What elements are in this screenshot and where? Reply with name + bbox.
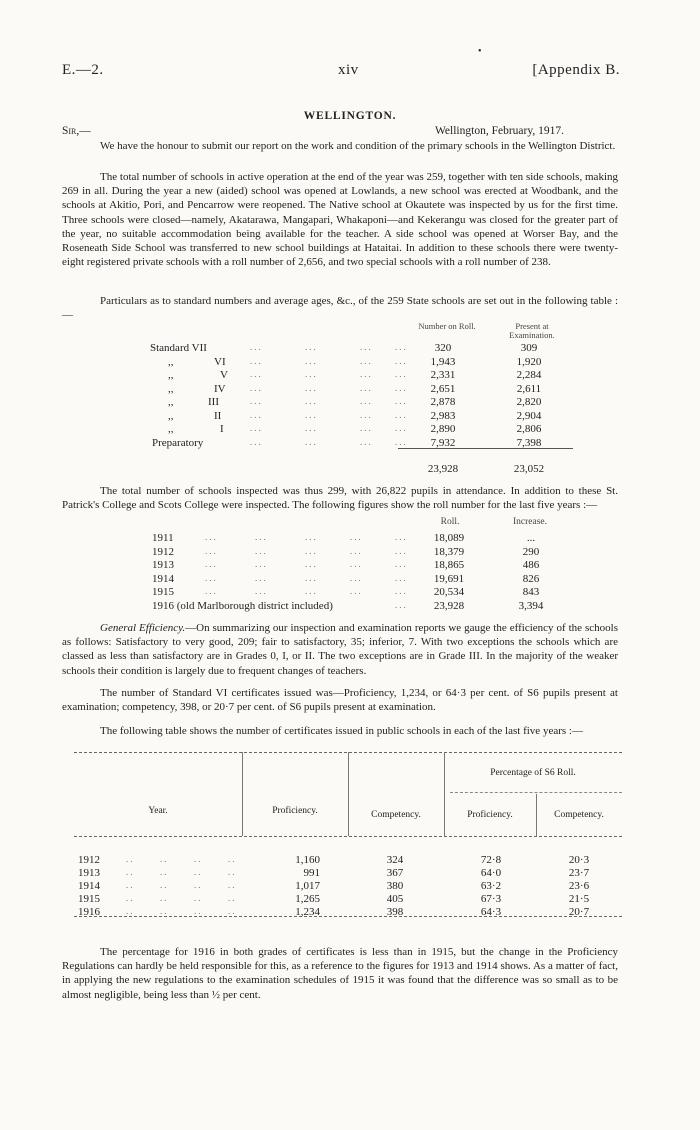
roll-increase: 290 (522, 545, 540, 558)
roll-year: 1911 (152, 532, 174, 544)
cert-vline-3 (444, 752, 445, 836)
leader-dots: ... (250, 342, 263, 352)
cert-vline-1 (242, 752, 243, 836)
ditto-mark: ,, (168, 423, 174, 435)
leader-dots: ... (305, 342, 318, 352)
present-value: 2,806 (516, 423, 542, 435)
cert-header-proficiency: Proficiency. (272, 806, 318, 816)
leader-dots: ... (360, 355, 373, 366)
leader-dots: ... (250, 382, 263, 393)
roll-value: 2,890 (430, 423, 456, 435)
standard-label: V (220, 369, 228, 381)
roll-number: 18,865 (433, 559, 465, 571)
leader-dots: ... (395, 409, 408, 420)
present-value: 2,611 (516, 382, 542, 395)
efficiency-lead: General Efficiency. (100, 622, 186, 634)
col-header-roll: Number on Roll. (418, 321, 476, 331)
cert-year: 1915 (78, 893, 100, 905)
leader-dots: ... (205, 559, 218, 569)
ditto-mark: ,, (168, 409, 174, 422)
present-value: 2,284 (516, 369, 542, 381)
cert-subheader-rule (450, 792, 622, 793)
leader-dots: ... (250, 396, 263, 406)
leader-dots: ... (255, 532, 268, 542)
leader-dots: ... (395, 355, 408, 366)
leader-dots: ... (255, 586, 268, 596)
ditto-mark: ,, (168, 396, 174, 408)
leader-dots: ... (360, 423, 373, 433)
cert-row (74, 867, 622, 880)
leader-dots: ... (305, 423, 318, 433)
leader-dots: ... (395, 586, 408, 596)
cert-proficiency: 1,017 (295, 880, 320, 892)
standards-row (0, 342, 700, 355)
cert-proficiency: 1,234 (295, 906, 320, 918)
salutation: Sir,— (62, 125, 91, 137)
paragraph-following: The following table shows the number of certificates issued in public schools in each of the last five years :— (100, 725, 583, 737)
leader-dots: ... (205, 545, 218, 556)
leader-dots: ... (360, 396, 373, 406)
standard-label: III (208, 396, 219, 408)
leader-dots: ... (305, 382, 318, 393)
cert-competency: 324 (386, 854, 404, 866)
roll-row (0, 573, 700, 586)
roll-row (0, 532, 700, 545)
cert-year: 1913 (78, 867, 100, 879)
roll-year: 1915 (152, 586, 174, 598)
paragraph-percentage: The percentage for 1916 in both grades of certificates is less than in 1915, but the change in the Proficiency Regulations can hardly be held responsible for this, as a reference to the figures for 1913 and 1914 shows. As a matter of fact, in applying the new regulations to the examination schedules of 1915 it was found that the difference was so small as to be almost negligible, being less than ½ per cent. (62, 946, 618, 1001)
leader-dots: ... (395, 423, 408, 433)
total-roll: 23,928 (427, 463, 459, 475)
ditto-mark: ,, (168, 382, 174, 395)
total-rule (398, 448, 573, 449)
cert-header-percentage: Percentage of S6 Roll. (490, 768, 576, 778)
leader-dots: ... (205, 586, 218, 596)
leader-dots: ... (360, 409, 373, 420)
cert-proficiency: 991 (303, 867, 320, 879)
leader-dots: .. .. .. .. (126, 880, 237, 890)
cert-row (74, 893, 622, 906)
standards-row (0, 356, 700, 369)
cert-year: 1914 (78, 880, 100, 892)
cert-pct-competency: 20·3 (568, 854, 590, 866)
cert-competency: 405 (386, 893, 404, 905)
paragraph-certificates: The number of Standard VI certificates issued was—Proficiency, 1,234, or 64·3 per cent. of S6 pupils present at examination; competency, 398, or 20·7 per cent. of S6 pupils present at examination. (62, 687, 618, 714)
certificates-table (74, 748, 622, 933)
page-mark: • (478, 46, 482, 57)
ditto-mark: ,, (168, 355, 174, 368)
roll-value: 7,932 (430, 436, 456, 449)
leader-dots: ... (250, 355, 263, 366)
roll-row (0, 559, 700, 572)
cert-competency: 398 (386, 906, 404, 918)
col-header-increase: Increase. (512, 517, 547, 527)
leader-dots: ... (350, 586, 363, 596)
ditto-mark: ,, (168, 369, 174, 381)
leader-dots: ... (395, 572, 408, 583)
cert-row (74, 880, 622, 893)
cert-year: 1916 (78, 906, 100, 918)
roll-value: 2,878 (430, 396, 456, 408)
roll-year: 1913 (152, 559, 174, 571)
roll-number: 23,928 (433, 599, 465, 612)
cert-year: 1912 (78, 854, 100, 866)
roll-value: 2,331 (430, 369, 456, 381)
cert-pct-competency: 23·7 (568, 867, 590, 879)
efficiency-text: —On summarizing our inspection and examination reports we gauge the efficiency of the schools as follows: Satisfactory to very good, 209; fair to satisfactory, 35; inferior, 7. With two exceptions the schools which are classed as less than satisfactory are in Grades 0, I, or II. The two exceptions are in Grade III. In the majority of the weaker schools their condition is largely due to frequent changes of teachers. (62, 622, 618, 677)
standards-row (0, 423, 700, 436)
roll-row (0, 600, 700, 613)
roll-year: 1912 (152, 545, 174, 558)
cert-pct-proficiency: 67·3 (480, 893, 502, 905)
leader-dots: ... (395, 532, 408, 542)
roll-number: 18,379 (433, 545, 465, 558)
cert-row (74, 906, 622, 919)
cert-header-pct-competency: Competency. (554, 810, 604, 820)
leader-dots: ... (360, 342, 373, 352)
leader-dots: .. .. .. .. (126, 867, 237, 877)
leader-dots: ... (395, 599, 408, 610)
roll-increase: 486 (522, 559, 540, 571)
roll-year: 1916 (old Marlborough district included) (152, 599, 333, 612)
standards-total-row (0, 463, 700, 476)
leader-dots: ... (395, 342, 408, 352)
cert-header-competency: Competency. (371, 810, 421, 820)
leader-dots: ... (205, 572, 218, 583)
leader-dots: ... (255, 545, 268, 556)
leader-dots: ... (250, 436, 263, 447)
leader-dots: ... (305, 396, 318, 406)
standards-row (0, 410, 700, 423)
roll-value: 2,983 (430, 409, 456, 422)
cert-header-year: Year. (148, 806, 168, 816)
col-header-rollnum: Roll. (440, 517, 460, 527)
leader-dots: .. .. .. .. (126, 854, 237, 864)
leader-dots: ... (305, 586, 318, 596)
leader-dots: .. .. .. .. (126, 906, 237, 916)
leader-dots: .. .. .. .. (126, 893, 237, 903)
present-value: 2,904 (516, 409, 542, 422)
leader-dots: ... (350, 532, 363, 542)
standard-label: Preparatory (152, 436, 204, 449)
leader-dots: ... (350, 559, 363, 569)
header-page-number: xiv (338, 62, 359, 78)
standard-label: VI (214, 355, 226, 368)
roll-value: 1,943 (430, 355, 456, 368)
paragraph-inspected: The total number of schools inspected was thus 299, with 26,822 pupils in attendance. In addition to these St. Patrick's College and Scots College were inspected. The following figures show the roll number for the last five years :— (62, 485, 618, 512)
roll-year: 1914 (152, 572, 174, 585)
cert-header-pct-proficiency: Proficiency. (467, 810, 513, 820)
standard-label: II (214, 409, 222, 422)
leader-dots: ... (305, 532, 318, 542)
present-value: 2,820 (516, 396, 542, 408)
leader-dots: ... (305, 355, 318, 366)
standard-label: IV (214, 382, 226, 395)
leader-dots: ... (305, 369, 318, 379)
standards-row (0, 437, 700, 450)
leader-dots: ... (250, 369, 263, 379)
roll-number: 18,089 (433, 532, 465, 544)
header-left: E.—2. (62, 62, 104, 78)
leader-dots: ... (395, 436, 408, 447)
dateline: Wellington, February, 1917. (435, 125, 564, 137)
leader-dots: ... (395, 545, 408, 556)
roll-increase: 826 (522, 572, 540, 585)
present-value: 309 (520, 342, 538, 354)
cert-header-rule (74, 836, 622, 837)
leader-dots: ... (350, 572, 363, 583)
leader-dots: ... (360, 369, 373, 379)
leader-dots: ... (305, 436, 318, 447)
leader-dots: ... (395, 396, 408, 406)
leader-dots: ... (395, 382, 408, 393)
leader-dots: ... (305, 409, 318, 420)
cert-pct-competency: 23·6 (568, 880, 590, 892)
standard-label: Standard VII (150, 342, 207, 354)
col-header-present: Present at Examination. (509, 321, 555, 340)
paragraph-particulars: Particulars as to standard numbers and average ages, &c., of the 259 State schools are set out in the following table :— (62, 295, 618, 322)
cert-competency: 367 (386, 867, 404, 879)
cert-competency: 380 (386, 880, 404, 892)
cert-pct-proficiency: 64·0 (480, 867, 502, 879)
present-value: 7,398 (516, 436, 542, 449)
cert-pct-proficiency: 72·8 (480, 854, 502, 866)
leader-dots: ... (205, 532, 218, 542)
cert-row (74, 854, 622, 867)
leader-dots: ... (395, 369, 408, 379)
leader-dots: ... (250, 409, 263, 420)
header-right: [Appendix B. (532, 62, 620, 78)
present-value: 1,920 (516, 355, 542, 368)
standards-row (0, 369, 700, 382)
cert-pct-proficiency: 64·3 (480, 906, 502, 918)
leader-dots: ... (250, 423, 263, 433)
cert-vline-2 (348, 752, 349, 836)
roll-value: 2,651 (430, 382, 456, 395)
leader-dots: ... (350, 545, 363, 556)
roll-row (0, 546, 700, 559)
paragraph-intro: We have the honour to submit our report on the work and condition of the primary schools in the Wellington District. (100, 140, 616, 152)
cert-pct-proficiency: 63·2 (480, 880, 502, 892)
leader-dots: ... (395, 559, 408, 569)
standard-label: I (220, 423, 224, 435)
roll-row (0, 586, 700, 599)
leader-dots: ... (255, 572, 268, 583)
total-present: 23,052 (513, 463, 545, 475)
standards-row (0, 383, 700, 396)
standards-row (0, 396, 700, 409)
cert-pct-competency: 20·7 (568, 906, 590, 918)
cert-proficiency: 1,265 (295, 893, 320, 905)
page-title: WELLINGTON. (303, 110, 397, 122)
leader-dots: ... (305, 545, 318, 556)
cert-pct-competency: 21·5 (568, 893, 590, 905)
roll-increase: ... (526, 532, 536, 544)
roll-number: 20,534 (433, 586, 465, 598)
cert-proficiency: 1,160 (295, 854, 320, 866)
leader-dots: ... (305, 572, 318, 583)
paragraph-efficiency (62, 621, 618, 678)
paragraph-schools: The total number of schools in active operation at the end of the year was 259, together with ten side schools, making 269 in all. During the year a new (aided) school was opened at Lowlands, a new school was erected at Woodbank, and the schools at Akitio, Pori, and Pencarrow were reopened. The Native school at Okautete was inspected by us for the first time. Three schools were closed—namely, Akatarawa, Mangapari, Whakaponi—and Kekerangu was closed for the greater part of the year, no suitable accommodation being available for the teacher. A side school was opened at Worser Bay, and the Roseneath Side School was transferred to new school buildings at Hataitai. In addition to these schools there were twenty-eight registered private schools with a roll number of 2,656, and two special schools with a roll number of 238. (62, 171, 618, 269)
roll-value: 320 (434, 342, 452, 354)
leader-dots: ... (305, 559, 318, 569)
leader-dots: ... (255, 559, 268, 569)
leader-dots: ... (360, 382, 373, 393)
roll-increase: 3,394 (518, 599, 544, 612)
leader-dots: ... (360, 436, 373, 447)
roll-number: 19,691 (433, 572, 465, 585)
roll-increase: 843 (522, 586, 540, 598)
